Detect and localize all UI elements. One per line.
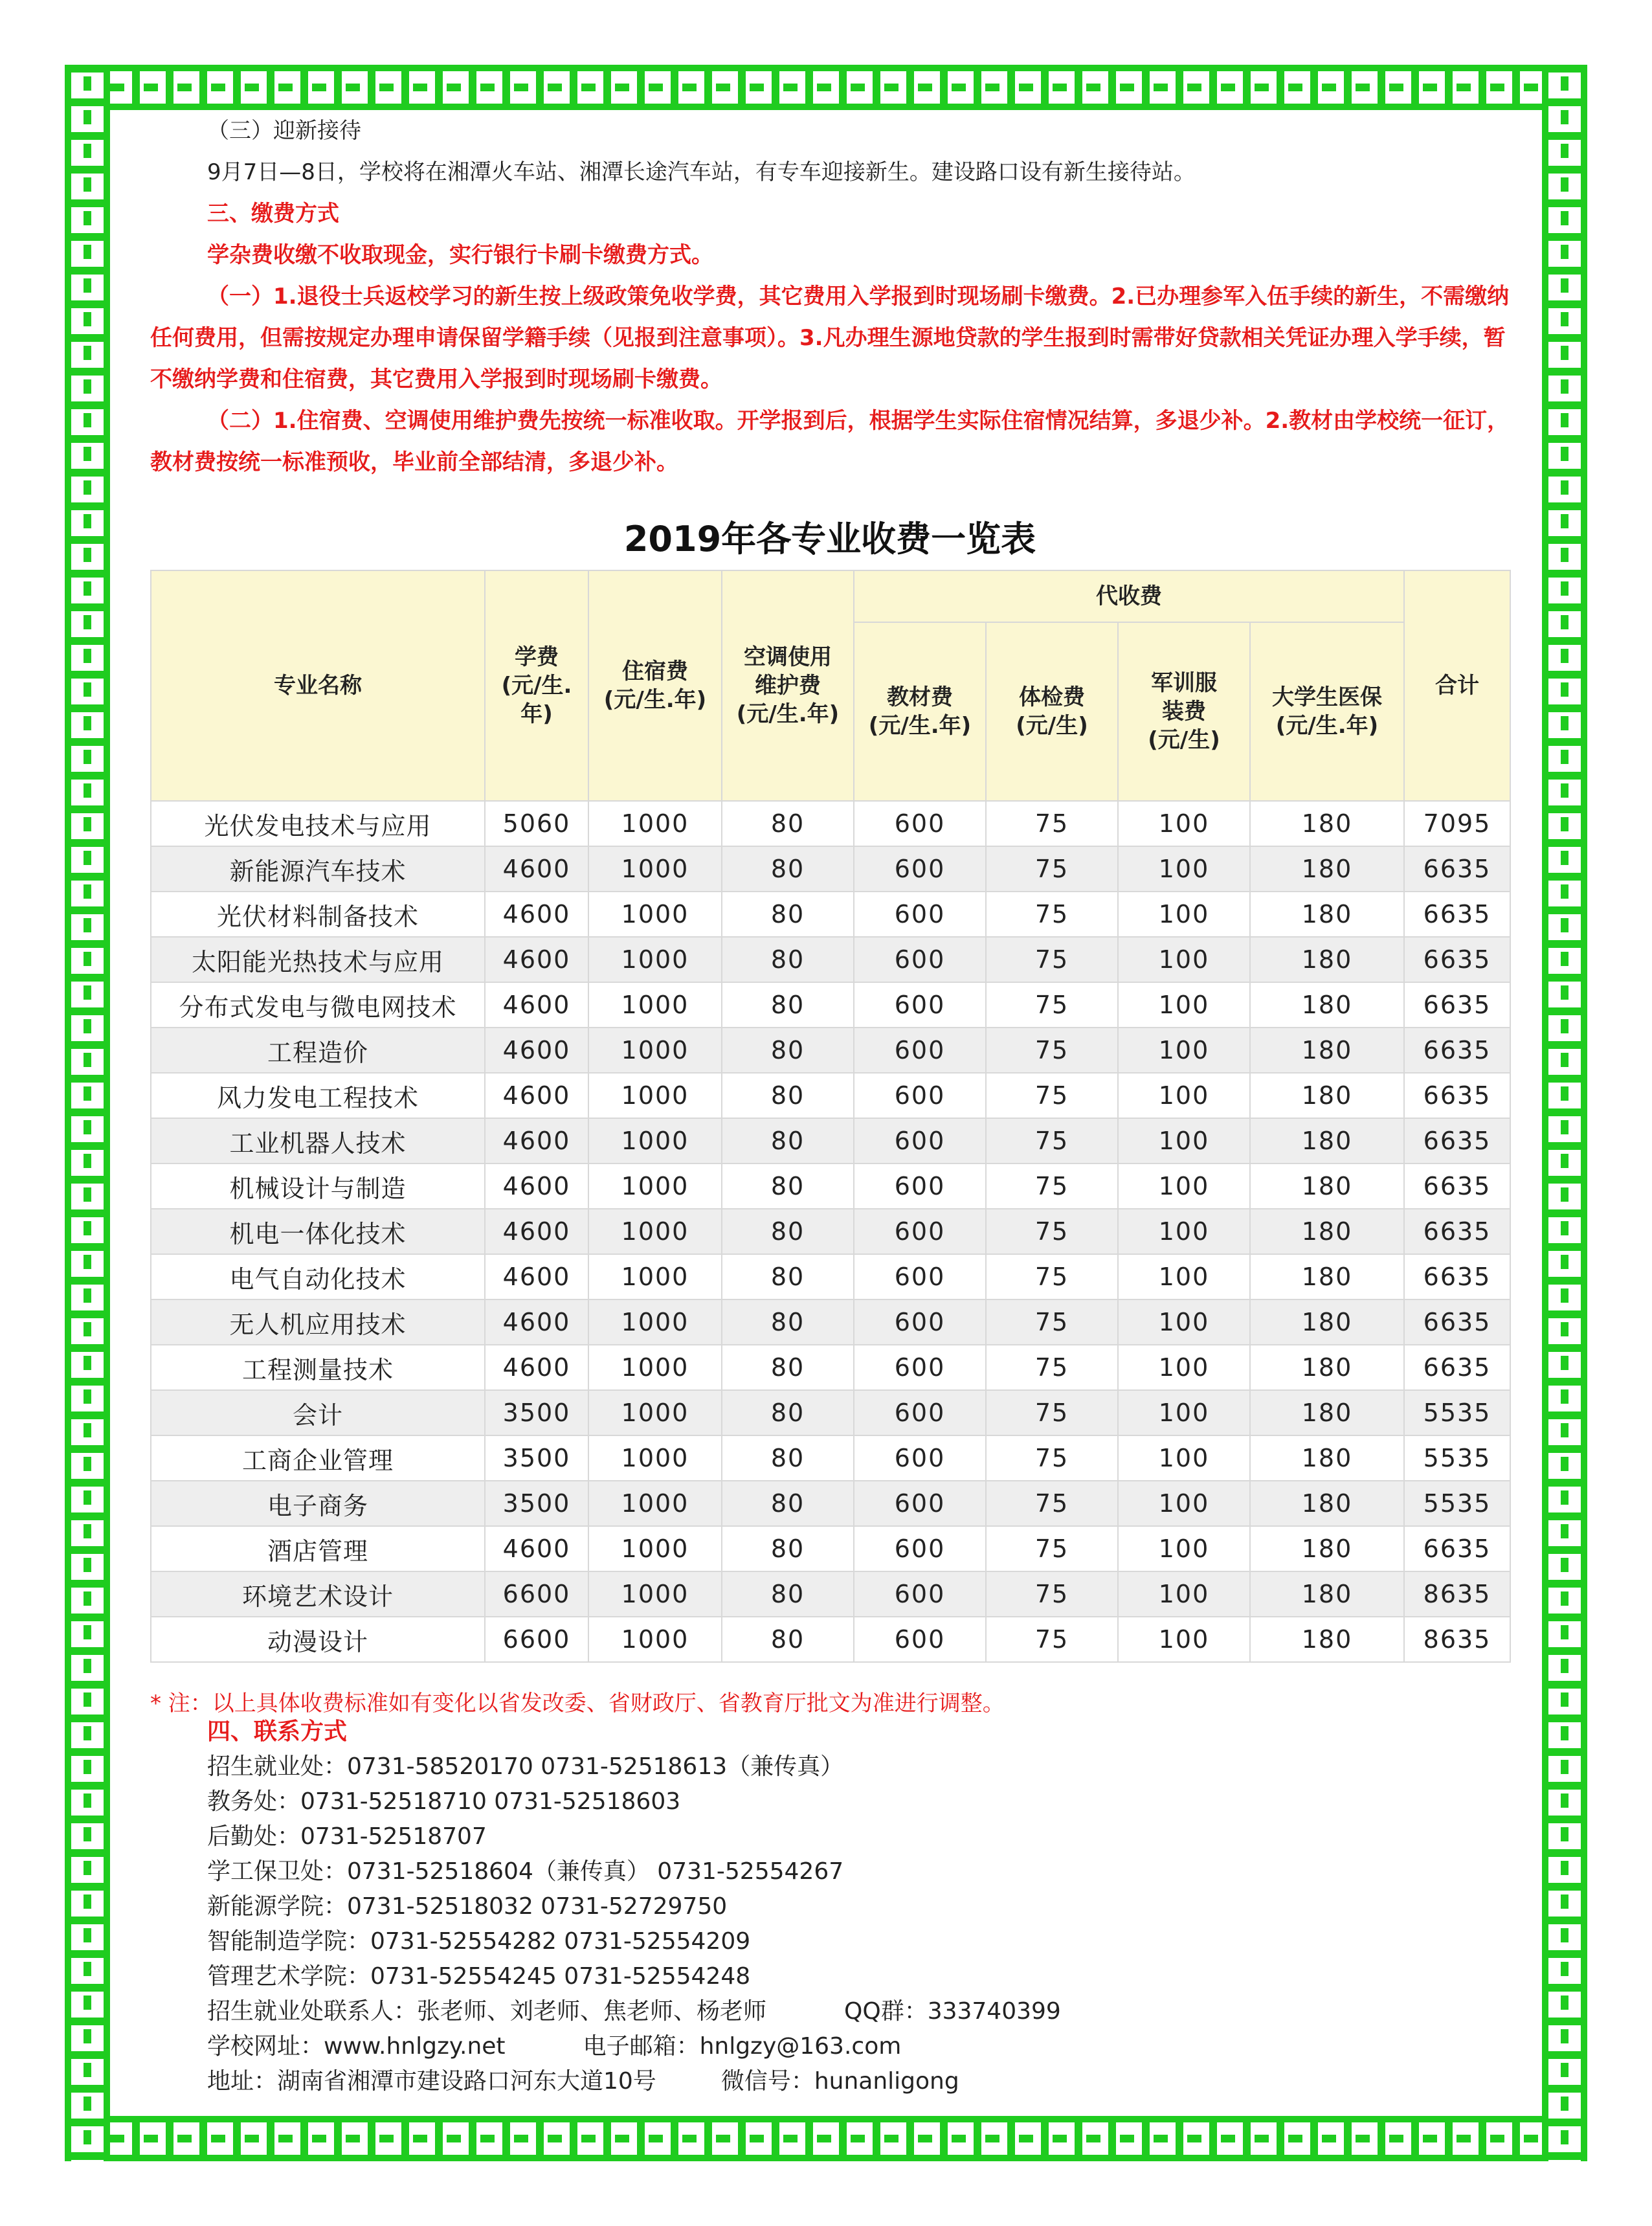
fee-cell: 80 xyxy=(722,1617,854,1662)
fee-cell: 1000 xyxy=(588,1390,722,1435)
fee-cell: 4600 xyxy=(485,1254,588,1299)
fee-cell: 80 xyxy=(722,982,854,1028)
fee-cell: 4600 xyxy=(485,1526,588,1571)
fee-cell: 8635 xyxy=(1404,1617,1510,1662)
fee-cell: 1000 xyxy=(588,1435,722,1481)
fee-cell: 180 xyxy=(1250,1073,1404,1118)
major-name-cell: 光伏发电技术与应用 xyxy=(151,801,485,846)
fee-cell: 180 xyxy=(1250,1435,1404,1481)
fee-cell: 180 xyxy=(1250,1481,1404,1526)
fee-cell: 75 xyxy=(986,1481,1118,1526)
fee-cell: 180 xyxy=(1250,1345,1404,1390)
fee-cell: 180 xyxy=(1250,1526,1404,1571)
header-ac xyxy=(722,570,854,801)
fee-cell: 80 xyxy=(722,1164,854,1209)
fee-cell: 75 xyxy=(986,1164,1118,1209)
contact-website: 学校网址：www.hnlgzy.net xyxy=(207,2033,506,2060)
contact-qq: QQ群：333740399 xyxy=(844,1998,1061,2025)
fee-cell: 75 xyxy=(986,982,1118,1028)
table-row xyxy=(151,1617,1510,1662)
fee-cell: 1000 xyxy=(588,1073,722,1118)
fee-cell: 75 xyxy=(986,937,1118,982)
header-insurance-label: 大学生医保 xyxy=(1272,684,1382,710)
fee-cell: 600 xyxy=(854,1526,986,1571)
fee-cell: 180 xyxy=(1250,1299,1404,1345)
header-insurance-unit: (元/生.年) xyxy=(1275,713,1379,739)
table-row xyxy=(151,1118,1510,1164)
reception-text: 9月7日—8日，学校将在湘潭火车站、湘潭长途汽车站，有专车迎接新生。建设路口设有新生接待站。 xyxy=(207,159,1196,185)
fee-cell: 75 xyxy=(986,1299,1118,1345)
major-name-cell: 无人机应用技术 xyxy=(151,1299,485,1345)
fee-cell: 1000 xyxy=(588,1571,722,1617)
fee-cell: 75 xyxy=(986,1617,1118,1662)
major-name-cell: 风力发电工程技术 xyxy=(151,1073,485,1118)
header-dorm-label: 住宿费 xyxy=(622,658,688,684)
fee-cell: 75 xyxy=(986,1390,1118,1435)
fee-cell: 600 xyxy=(854,1299,986,1345)
contact-admissions: 招生就业处：0731-58520170 0731-52518613（兼传真） xyxy=(207,1753,844,1780)
payment-title: 三、缴费方式 xyxy=(207,201,339,227)
fee-cell: 4600 xyxy=(485,846,588,892)
table-row xyxy=(151,937,1510,982)
fee-cell: 100 xyxy=(1118,801,1250,846)
fee-cell: 100 xyxy=(1118,846,1250,892)
fee-cell: 180 xyxy=(1250,1617,1404,1662)
fee-cell: 75 xyxy=(986,1254,1118,1299)
fee-cell: 6635 xyxy=(1404,1028,1510,1073)
fee-cell: 600 xyxy=(854,1435,986,1481)
fee-cell: 600 xyxy=(854,846,986,892)
fee-cell: 100 xyxy=(1118,937,1250,982)
fee-cell: 600 xyxy=(854,937,986,982)
contact-people-line xyxy=(207,1994,1502,2029)
header-uniform-label-1: 军训服 xyxy=(1151,670,1217,696)
fee-cell: 80 xyxy=(722,892,854,937)
table-row xyxy=(151,892,1510,937)
header-ac-label-1: 空调使用 xyxy=(744,644,832,670)
fee-cell: 180 xyxy=(1250,1209,1404,1254)
table-row xyxy=(151,1073,1510,1118)
header-exam-label: 体检费 xyxy=(1019,684,1085,710)
header-exam xyxy=(986,622,1118,801)
fee-cell: 80 xyxy=(722,1526,854,1571)
fee-cell: 6600 xyxy=(485,1571,588,1617)
major-name-cell: 动漫设计 xyxy=(151,1617,485,1662)
header-total: 合计 xyxy=(1404,570,1510,801)
fee-cell: 1000 xyxy=(588,1164,722,1209)
header-books-label: 教材费 xyxy=(887,684,953,710)
fee-cell: 75 xyxy=(986,1571,1118,1617)
table-row xyxy=(151,1209,1510,1254)
fee-cell: 75 xyxy=(986,1209,1118,1254)
fee-cell: 75 xyxy=(986,801,1118,846)
fee-cell: 80 xyxy=(722,1345,854,1390)
contact-security: 学工保卫处：0731-52518604（兼传真） 0731-52554267 xyxy=(207,1858,844,1885)
fee-cell: 100 xyxy=(1118,1390,1250,1435)
fee-cell: 4600 xyxy=(485,1073,588,1118)
fee-cell: 600 xyxy=(854,1028,986,1073)
fee-cell: 6635 xyxy=(1404,937,1510,982)
fee-cell: 80 xyxy=(722,1028,854,1073)
fee-cell: 6635 xyxy=(1404,1073,1510,1118)
fee-cell: 100 xyxy=(1118,1526,1250,1571)
fee-cell: 75 xyxy=(986,1118,1118,1164)
fee-cell: 180 xyxy=(1250,846,1404,892)
fee-cell: 180 xyxy=(1250,1254,1404,1299)
fee-cell: 80 xyxy=(722,1118,854,1164)
fee-cell: 7095 xyxy=(1404,801,1510,846)
fee-cell: 5535 xyxy=(1404,1435,1510,1481)
fee-cell: 80 xyxy=(722,846,854,892)
major-name-cell: 太阳能光热技术与应用 xyxy=(151,937,485,982)
table-row xyxy=(151,801,1510,846)
fee-cell: 6635 xyxy=(1404,1345,1510,1390)
fee-cell: 1000 xyxy=(588,801,722,846)
contact-academic: 教务处：0731-52518710 0731-52518603 xyxy=(207,1788,681,1815)
fee-cell: 600 xyxy=(854,1073,986,1118)
major-name-cell: 工程测量技术 xyxy=(151,1345,485,1390)
fee-cell: 1000 xyxy=(588,1617,722,1662)
fee-cell: 4600 xyxy=(485,1299,588,1345)
fee-cell: 6635 xyxy=(1404,982,1510,1028)
contact-address: 地址：湖南省湘潭市建设路口河东大道10号 xyxy=(207,2068,656,2095)
fee-cell: 6635 xyxy=(1404,1299,1510,1345)
fee-cell: 6635 xyxy=(1404,1254,1510,1299)
major-name-cell: 机械设计与制造 xyxy=(151,1164,485,1209)
fee-cell: 600 xyxy=(854,1481,986,1526)
fee-cell: 100 xyxy=(1118,1345,1250,1390)
fee-cell: 75 xyxy=(986,846,1118,892)
contact-mgmt-art: 管理艺术学院：0731-52554245 0731-52554248 xyxy=(207,1963,751,1990)
fee-cell: 4600 xyxy=(485,1164,588,1209)
fee-cell: 80 xyxy=(722,1254,854,1299)
table-row xyxy=(151,982,1510,1028)
header-tuition-label: 学费 xyxy=(515,644,559,670)
fee-cell: 180 xyxy=(1250,1390,1404,1435)
header-ac-label-2: 维护费 xyxy=(755,673,821,699)
fee-cell: 180 xyxy=(1250,982,1404,1028)
table-row xyxy=(151,1571,1510,1617)
major-name-cell: 工业机器人技术 xyxy=(151,1118,485,1164)
fee-cell: 75 xyxy=(986,1073,1118,1118)
header-collected: 代收费 xyxy=(854,570,1404,622)
fee-cell: 100 xyxy=(1118,892,1250,937)
header-ac-unit: (元/生.年) xyxy=(736,701,840,727)
fee-cell: 100 xyxy=(1118,1299,1250,1345)
fee-cell: 100 xyxy=(1118,1617,1250,1662)
fee-cell: 180 xyxy=(1250,892,1404,937)
fee-cell: 100 xyxy=(1118,1571,1250,1617)
table-row xyxy=(151,1028,1510,1073)
fee-cell: 75 xyxy=(986,1028,1118,1073)
header-major: 专业名称 xyxy=(151,570,485,801)
major-name-cell: 机电一体化技术 xyxy=(151,1209,485,1254)
fee-cell: 100 xyxy=(1118,1435,1250,1481)
contact-title: 四、联系方式 xyxy=(207,1718,348,1745)
fee-cell: 100 xyxy=(1118,1164,1250,1209)
payment-text: 学杂费收缴不收取现金，实行银行卡刷卡缴费方式。 xyxy=(207,242,713,268)
fee-cell: 100 xyxy=(1118,1028,1250,1073)
fee-cell: 600 xyxy=(854,1209,986,1254)
fee-cell: 6600 xyxy=(485,1617,588,1662)
fee-cell: 8635 xyxy=(1404,1571,1510,1617)
contact-web-line xyxy=(207,2029,1502,2064)
fee-cell: 4600 xyxy=(485,1118,588,1164)
header-uniform-unit: (元/生) xyxy=(1148,727,1220,753)
fee-cell: 4600 xyxy=(485,982,588,1028)
fee-cell: 80 xyxy=(722,1435,854,1481)
payment-item-1: （一）1.退役士兵返校学习的新生按上级政策免收学费，其它费用入学报到时现场刷卡缴费。2.已办理参军入伍手续的新生，不需缴纳任何费用，但需按规定办理申请保留学籍手续（见报到注意事项）。3.凡办理生源地贷款的学生报到时需带好贷款相关凭证办理入学手续，暂不缴纳学费和住宿费，其它费用入学报到时现场刷卡缴费。 xyxy=(150,284,1510,392)
fee-cell: 1000 xyxy=(588,1526,722,1571)
fee-cell: 6635 xyxy=(1404,846,1510,892)
fee-cell: 180 xyxy=(1250,1028,1404,1073)
header-dorm-unit: (元/生.年) xyxy=(603,687,707,713)
major-name-cell: 电气自动化技术 xyxy=(151,1254,485,1299)
table-row xyxy=(151,1390,1510,1435)
fee-cell: 1000 xyxy=(588,1299,722,1345)
fee-cell: 4600 xyxy=(485,892,588,937)
table-row xyxy=(151,1435,1510,1481)
decorative-border-right xyxy=(1542,65,1587,2161)
decorative-border-bottom xyxy=(65,2116,1587,2161)
fee-cell: 6635 xyxy=(1404,1164,1510,1209)
fee-cell: 600 xyxy=(854,1345,986,1390)
major-name-cell: 工程造价 xyxy=(151,1028,485,1073)
header-uniform xyxy=(1118,622,1250,801)
major-name-cell: 光伏材料制备技术 xyxy=(151,892,485,937)
fee-cell: 75 xyxy=(986,892,1118,937)
fee-cell: 80 xyxy=(722,937,854,982)
fee-cell: 4600 xyxy=(485,1345,588,1390)
fee-cell: 180 xyxy=(1250,1164,1404,1209)
fee-cell: 100 xyxy=(1118,1209,1250,1254)
fee-cell: 1000 xyxy=(588,982,722,1028)
major-name-cell: 电子商务 xyxy=(151,1481,485,1526)
decorative-border-top xyxy=(65,65,1587,110)
fee-cell: 100 xyxy=(1118,1118,1250,1164)
fee-cell: 600 xyxy=(854,892,986,937)
table-row xyxy=(151,1526,1510,1571)
fee-cell: 180 xyxy=(1250,937,1404,982)
fee-cell: 75 xyxy=(986,1526,1118,1571)
table-row xyxy=(151,1481,1510,1526)
fee-cell: 1000 xyxy=(588,1254,722,1299)
fee-cell: 1000 xyxy=(588,1209,722,1254)
fee-table xyxy=(150,570,1511,1663)
fee-cell: 600 xyxy=(854,982,986,1028)
major-name-cell: 酒店管理 xyxy=(151,1526,485,1571)
table-row xyxy=(151,1345,1510,1390)
contact-wechat: 微信号：hunanligong xyxy=(720,2068,959,2095)
fee-cell: 1000 xyxy=(588,846,722,892)
contact-smart-mfg: 智能制造学院：0731-52554282 0731-52554209 xyxy=(207,1928,751,1955)
fee-cell: 1000 xyxy=(588,1481,722,1526)
reception-title: （三）迎新接待 xyxy=(207,118,361,144)
fee-cell: 600 xyxy=(854,801,986,846)
table-row xyxy=(151,1299,1510,1345)
table-note: * 注：以上具体收费标准如有变化以省发改委、省财政厅、省教育厅批文为准进行调整。 xyxy=(150,1691,1005,1716)
header-tuition xyxy=(485,570,588,801)
header-books-unit: (元/生.年) xyxy=(868,713,972,739)
fee-cell: 80 xyxy=(722,1390,854,1435)
fee-cell: 5535 xyxy=(1404,1390,1510,1435)
contact-logistics: 后勤处：0731-52518707 xyxy=(207,1823,487,1850)
fee-cell: 100 xyxy=(1118,982,1250,1028)
major-name-cell: 环境艺术设计 xyxy=(151,1571,485,1617)
payment-item-2: （二）1.住宿费、空调使用维护费先按统一标准收取。开学报到后，根据学生实际住宿情况结算，多退少补。2.教材由学校统一征订，教材费按统一标准预收，毕业前全部结清，多退少补。 xyxy=(150,408,1510,475)
fee-cell: 180 xyxy=(1250,801,1404,846)
contact-new-energy: 新能源学院：0731-52518032 0731-52729750 xyxy=(207,1893,728,1920)
fee-cell: 1000 xyxy=(588,937,722,982)
fee-cell: 80 xyxy=(722,1481,854,1526)
header-insurance xyxy=(1250,622,1404,801)
fee-cell: 6635 xyxy=(1404,1209,1510,1254)
header-tuition-unit: (元/生.年) xyxy=(501,673,572,727)
fee-cell: 80 xyxy=(722,1571,854,1617)
fee-table-body xyxy=(151,801,1510,1662)
fee-cell: 5535 xyxy=(1404,1481,1510,1526)
table-row xyxy=(151,846,1510,892)
contact-email: 电子邮箱：hnlgzy@163.com xyxy=(583,2033,902,2060)
fee-cell: 75 xyxy=(986,1435,1118,1481)
fee-cell: 100 xyxy=(1118,1481,1250,1526)
major-name-cell: 会计 xyxy=(151,1390,485,1435)
fee-cell: 4600 xyxy=(485,937,588,982)
fee-cell: 180 xyxy=(1250,1118,1404,1164)
fee-cell: 4600 xyxy=(485,1028,588,1073)
contact-people: 招生就业处联系人：张老师、刘老师、焦老师、杨老师 xyxy=(207,1998,767,2025)
contact-section xyxy=(207,1714,1502,2099)
fee-cell: 6635 xyxy=(1404,1118,1510,1164)
fee-cell: 4600 xyxy=(485,1209,588,1254)
table-title: 2019年各专业收费一览表 xyxy=(623,519,1036,559)
contact-address-line xyxy=(207,2064,1502,2099)
fee-cell: 100 xyxy=(1118,1073,1250,1118)
major-name-cell: 工商企业管理 xyxy=(151,1435,485,1481)
fee-cell: 80 xyxy=(722,1299,854,1345)
page-content xyxy=(150,110,1510,2095)
fee-cell: 1000 xyxy=(588,892,722,937)
fee-cell: 600 xyxy=(854,1390,986,1435)
header-dorm xyxy=(588,570,722,801)
table-row xyxy=(151,1254,1510,1299)
decorative-border-left xyxy=(65,65,110,2161)
fee-cell: 1000 xyxy=(588,1118,722,1164)
fee-cell: 80 xyxy=(722,1073,854,1118)
header-uniform-label-2: 装费 xyxy=(1162,699,1206,725)
fee-cell: 600 xyxy=(854,1164,986,1209)
fee-cell: 6635 xyxy=(1404,1526,1510,1571)
table-row xyxy=(151,1164,1510,1209)
fee-cell: 600 xyxy=(854,1254,986,1299)
major-name-cell: 分布式发电与微电网技术 xyxy=(151,982,485,1028)
fee-cell: 3500 xyxy=(485,1390,588,1435)
header-books xyxy=(854,622,986,801)
fee-cell: 75 xyxy=(986,1345,1118,1390)
fee-cell: 80 xyxy=(722,1209,854,1254)
fee-cell: 1000 xyxy=(588,1028,722,1073)
fee-cell: 600 xyxy=(854,1118,986,1164)
fee-cell: 6635 xyxy=(1404,892,1510,937)
fee-cell: 80 xyxy=(722,801,854,846)
fee-cell: 3500 xyxy=(485,1481,588,1526)
fee-cell: 600 xyxy=(854,1617,986,1662)
major-name-cell: 新能源汽车技术 xyxy=(151,846,485,892)
fee-cell: 1000 xyxy=(588,1345,722,1390)
fee-cell: 180 xyxy=(1250,1571,1404,1617)
header-exam-unit: (元/生) xyxy=(1016,713,1088,739)
fee-cell: 600 xyxy=(854,1571,986,1617)
fee-cell: 3500 xyxy=(485,1435,588,1481)
fee-cell: 100 xyxy=(1118,1254,1250,1299)
fee-cell: 5060 xyxy=(485,801,588,846)
